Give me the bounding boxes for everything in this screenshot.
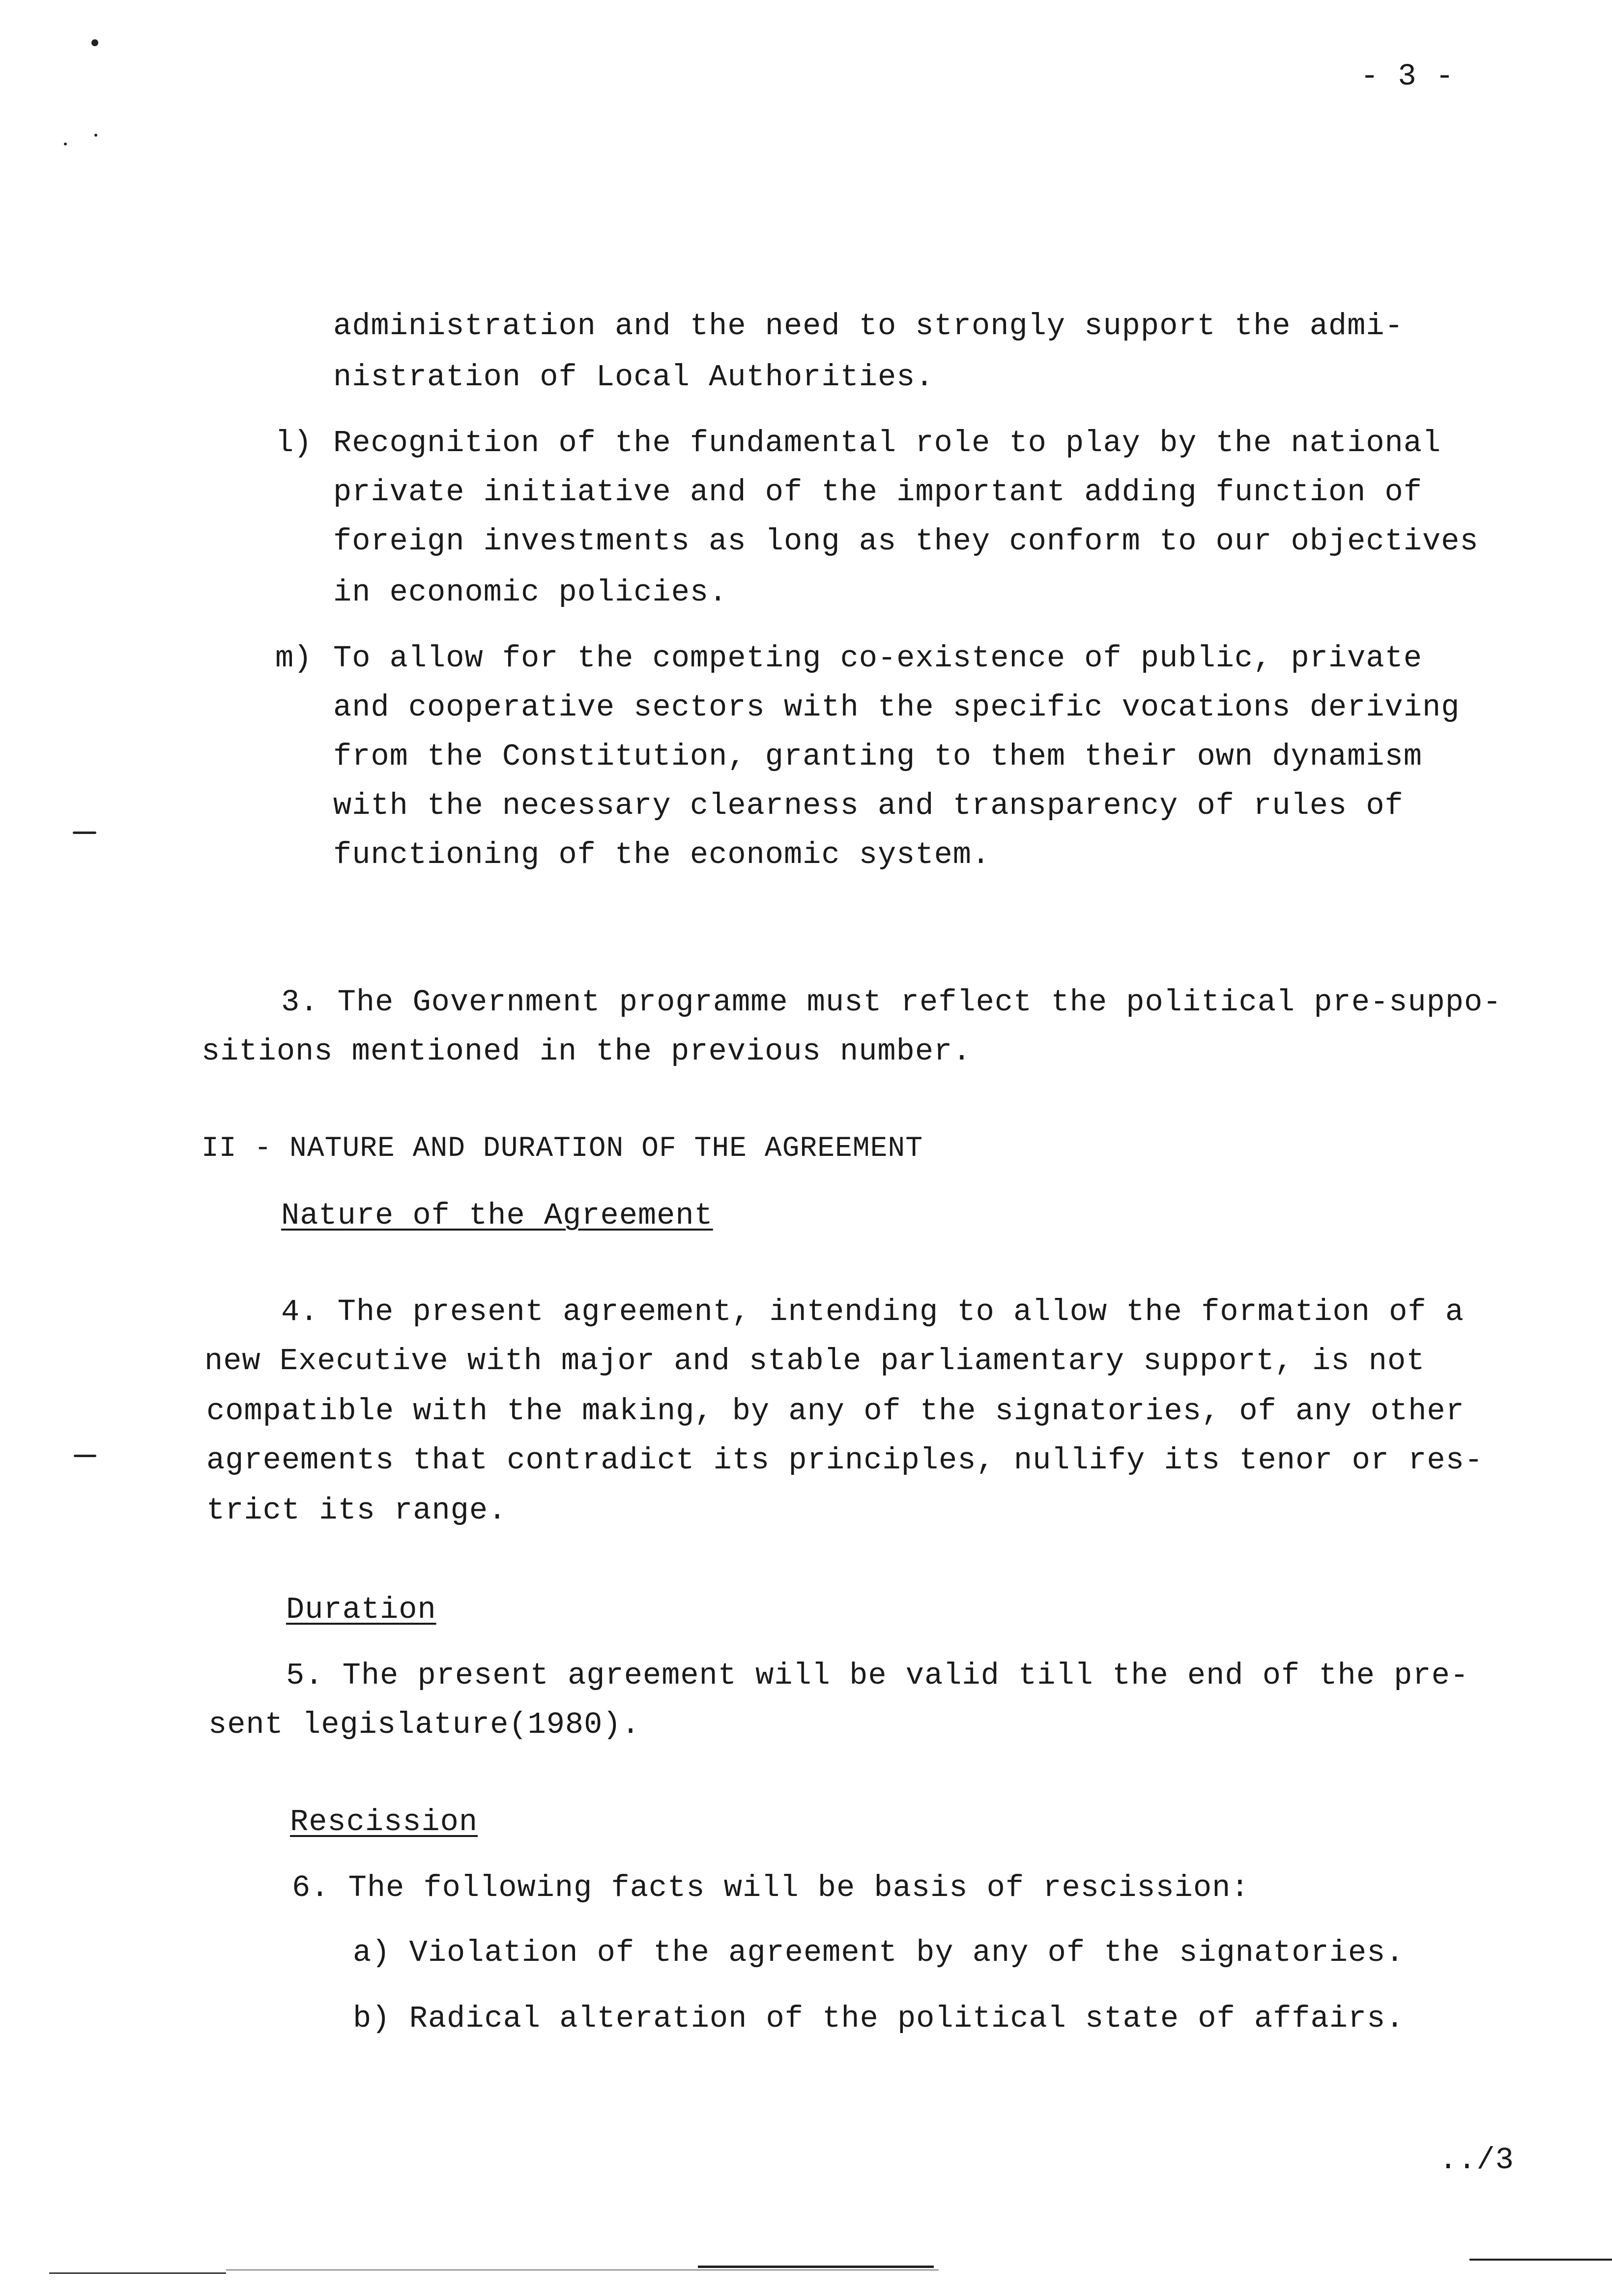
continuation-line: nistration of Local Authorities. bbox=[333, 360, 934, 395]
scan-speck bbox=[91, 39, 98, 46]
paragraph-4-line: agreements that contradict its principles, nullify its tenor or res- bbox=[206, 1443, 1484, 1478]
item-marker: m) bbox=[275, 641, 312, 676]
scan-speck bbox=[64, 143, 67, 145]
scan-speck bbox=[94, 134, 97, 137]
paragraph-4-line: new Executive with major and stable parliamentary support, is not bbox=[204, 1344, 1425, 1378]
rescission-item-b: b) Radical alteration of the political state of affairs. bbox=[353, 2001, 1405, 2036]
bottom-edge-rule bbox=[226, 2269, 939, 2270]
subheading-nature: Nature of the Agreement bbox=[281, 1198, 713, 1233]
continuation-reference: ../3 bbox=[1439, 2143, 1514, 2178]
item-l-line: Recognition of the fundamental role to play by the national bbox=[333, 426, 1441, 460]
paragraph-6-line: 6. The following facts will be basis of rescission: bbox=[292, 1870, 1250, 1905]
item-l-line: private initiative and of the important adding function of bbox=[333, 475, 1422, 510]
bottom-edge-rule bbox=[698, 2266, 934, 2268]
paragraph-3-line: 3. The Government programme must reflect the political pre-suppo- bbox=[281, 985, 1502, 1020]
subheading-rescission: Rescission bbox=[290, 1805, 478, 1839]
section-heading: II - NATURE AND DURATION OF THE AGREEMENT bbox=[202, 1133, 923, 1165]
item-marker: l) bbox=[275, 426, 312, 460]
item-m-line: from the Constitution, granting to them their own dynamism bbox=[333, 739, 1422, 774]
paragraph-5-line: sent legislature(1980). bbox=[208, 1707, 640, 1742]
margin-mark bbox=[73, 832, 96, 834]
subheading-duration: Duration bbox=[286, 1592, 436, 1627]
bottom-edge-rule bbox=[49, 2272, 226, 2274]
paragraph-5-line: 5. The present agreement will be valid till the end of the pre- bbox=[286, 1658, 1469, 1693]
item-m-line: with the necessary clearness and transparency of rules of bbox=[333, 788, 1404, 823]
margin-mark bbox=[74, 1455, 96, 1457]
page-number: - 3 - bbox=[1360, 59, 1455, 94]
continuation-line: administration and the need to strongly support the admi- bbox=[333, 309, 1404, 344]
paragraph-3-line: sitions mentioned in the previous number. bbox=[202, 1034, 972, 1069]
item-m-line: and cooperative sectors with the specific vocations deriving bbox=[333, 690, 1460, 725]
paragraph-4-line: compatible with the making, by any of the signatories, of any other bbox=[206, 1394, 1465, 1429]
rescission-item-a: a) Violation of the agreement by any of the signatories. bbox=[353, 1935, 1405, 1970]
bottom-edge-rule bbox=[1469, 2259, 1612, 2261]
item-m-line: functioning of the economic system. bbox=[333, 837, 991, 872]
paragraph-4-line: 4. The present agreement, intending to allow the formation of a bbox=[281, 1294, 1464, 1329]
item-l-line: foreign investments as long as they conform to our objectives bbox=[333, 524, 1479, 559]
paragraph-4-line: trict its range. bbox=[206, 1493, 507, 1528]
item-m-line: To allow for the competing co-existence of public, private bbox=[333, 641, 1422, 676]
item-l-line: in economic policies. bbox=[333, 575, 728, 610]
